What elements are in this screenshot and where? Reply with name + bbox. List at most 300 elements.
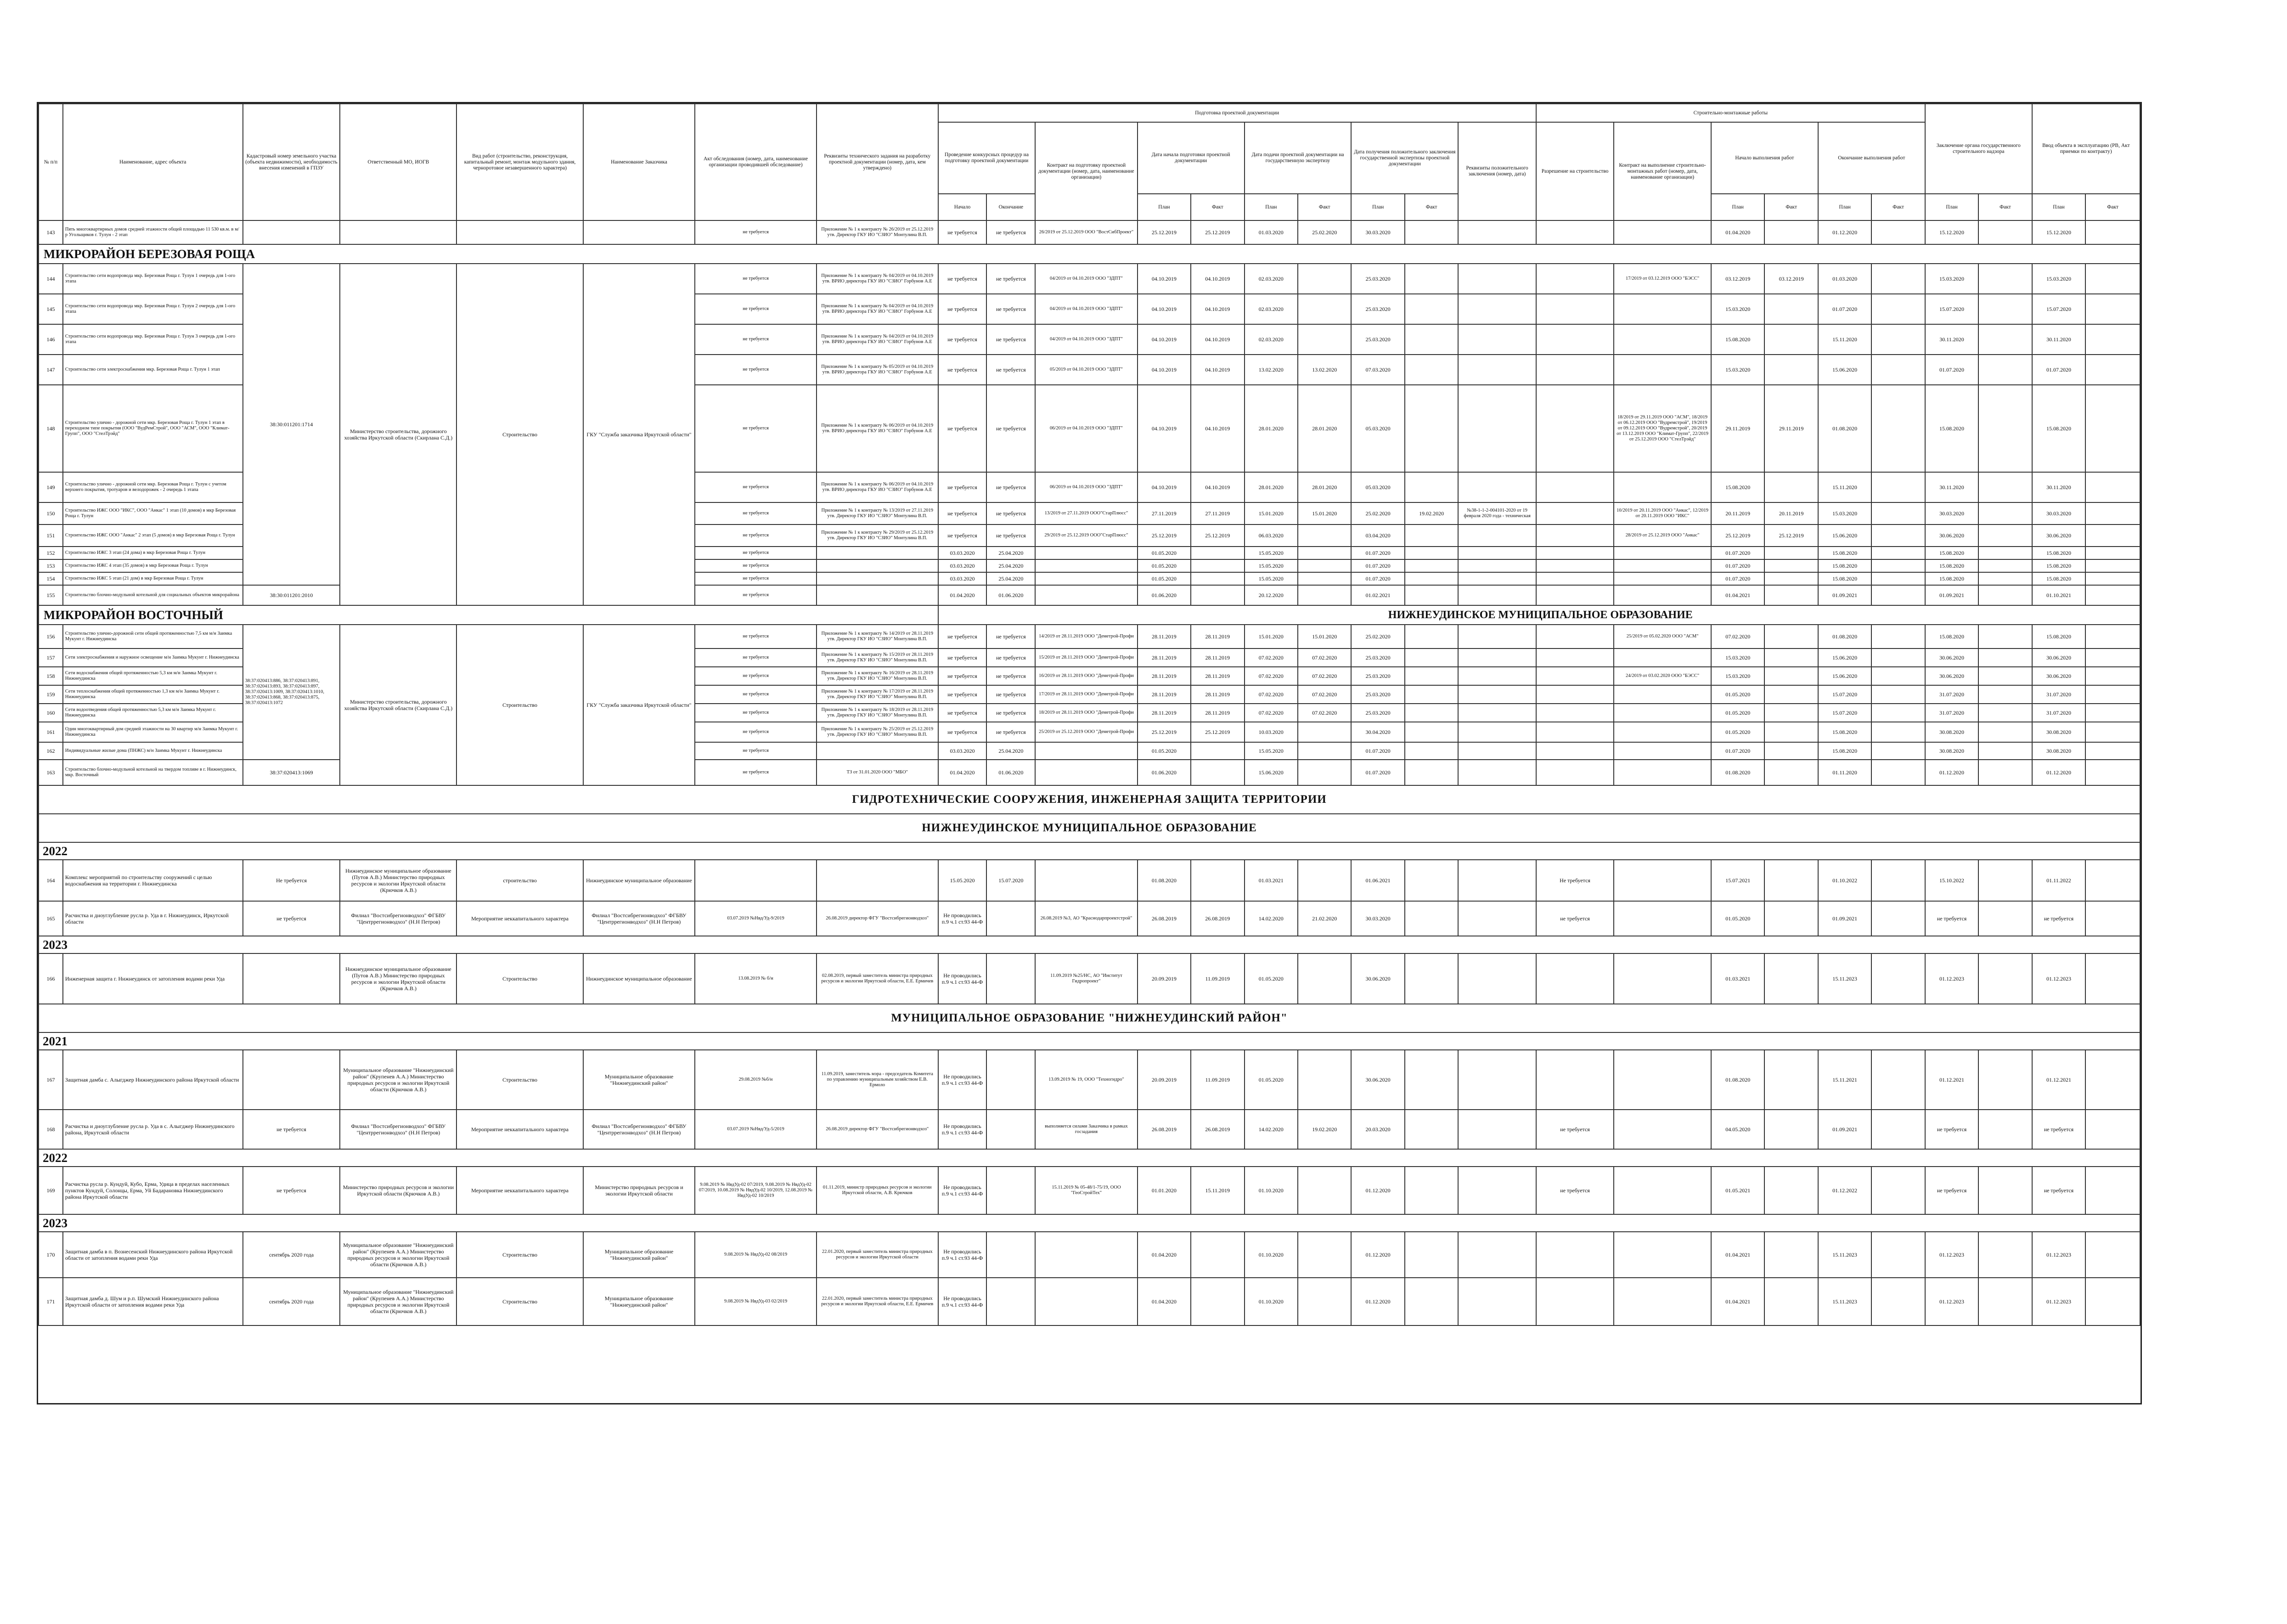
cell-contract: 04/2019 от 04.10.2019 ООО "ЗДПТ": [1035, 294, 1137, 324]
cell-t1: Не проводились п.9 ч.1 ст.93 44-Ф: [938, 1050, 987, 1110]
object-name: Строительство блочно-модульной котельной на твердом топливе в г. Нижнеудинск, мкр. Восточный: [63, 760, 243, 785]
cell-cm-f: [2085, 667, 2140, 685]
cell-bs-f: [1764, 901, 1818, 936]
cell-cm-p: 15.08.2020: [2032, 572, 2085, 585]
cell-cb: [1614, 1167, 1711, 1214]
cell-t2: 01.06.2020: [986, 760, 1035, 785]
table-cell: [583, 220, 695, 244]
cell-t1: не требуется: [938, 324, 987, 355]
cell-req: [1458, 355, 1536, 385]
cell-sv-f: [1978, 355, 2032, 385]
cell-es-p: 02.03.2020: [1245, 264, 1298, 294]
cell-task: 26.08.2019 директор ФГУ "Востсибрегионводхоз": [817, 901, 938, 936]
cell-ds-p: 28.11.2019: [1138, 685, 1191, 704]
cell-t2: не требуется: [986, 355, 1035, 385]
cell-er-p: 01.02.2021: [1351, 585, 1404, 605]
cell-be-p: 15.08.2020: [1818, 572, 1871, 585]
cell-sv-p: 30.11.2020: [1925, 324, 1978, 355]
customer-org: ГКУ "Служба заказчика Иркутской области": [583, 264, 695, 605]
cell-sv-f: [1978, 1167, 2032, 1214]
cell-contract: [1035, 760, 1137, 785]
cell-bs-p: 01.05.2021: [1711, 1167, 1764, 1214]
cell-ds-p: 01.05.2020: [1138, 572, 1191, 585]
cell-contract: 17/2019 от 28.11.2019 ООО "Деметрой-Профи: [1035, 685, 1137, 704]
cell-survey: не требуется: [695, 559, 817, 572]
cell-sv-p: 15.08.2020: [1925, 625, 1978, 648]
cell-t1: не требуется: [938, 685, 987, 704]
cell-er-p: 25.03.2020: [1351, 667, 1404, 685]
cell-be-f: [1871, 685, 1925, 704]
cell-bs-f: [1764, 559, 1818, 572]
cell-cb: 10/2019 от 20.11.2019 ООО "Анкас", 12/2019 от 20.11.2019 ООО "ИКС": [1614, 502, 1711, 524]
cell-bs-f: [1764, 547, 1818, 559]
row-number: 150: [39, 502, 63, 524]
cell-sv-p: 01.09.2021: [1925, 585, 1978, 605]
row-number: 161: [39, 722, 63, 742]
cell-sv-p: 01.07.2020: [1925, 355, 1978, 385]
cell-contract: [1035, 742, 1137, 760]
cell-survey: не требуется: [695, 220, 817, 244]
table-row: [39, 860, 2140, 901]
cell-bs-f: [1764, 760, 1818, 785]
cell-bs-p: 15.03.2020: [1711, 667, 1764, 685]
cadastre-number: [243, 953, 340, 1004]
cell-es-p: 07.02.2020: [1245, 704, 1298, 722]
cell-contract: [1035, 572, 1137, 585]
cell-t2: 15.07.2020: [986, 860, 1035, 901]
cell-survey: 03.07.2019 №Нвд/Уд-9/2019: [695, 901, 817, 936]
cell-bs-f: [1764, 324, 1818, 355]
cell-t1: Не проводились п.9 ч.1 ст.93 44-Ф: [938, 1278, 987, 1325]
cell-cb: 18/2019 от 29.11.2019 ООО "АСМ", 18/2019 от 06.12.2019 ООО "Вудремстрой", 19/2019 от 09.12.2019 ООО "Вудремстрой", 20/2019 от 13.12.2019 ООО "Климат-Групп", 22/2019 от 25.12.2019 ООО "СтелТрэйд": [1614, 385, 1711, 472]
cell-sv-f: [1978, 860, 2032, 901]
document-sheet: [37, 102, 2142, 1404]
cell-cm-p: 01.07.2020: [2032, 355, 2085, 385]
cell-cb: [1614, 1050, 1711, 1110]
cell-bs-p: 01.04.2020: [1711, 220, 1764, 244]
cell-es-f: [1298, 1167, 1351, 1214]
cell-be-p: 15.07.2020: [1818, 704, 1871, 722]
cell-cm-f: [2085, 1167, 2140, 1214]
cell-es-f: 28.01.2020: [1298, 385, 1351, 472]
cell-bs-p: 20.11.2019: [1711, 502, 1764, 524]
col-design-start: Дата начала подготовки проектной документации: [1138, 122, 1245, 194]
cell-es-f: 28.01.2020: [1298, 472, 1351, 502]
cell-contract: 15.11.2019 № 05-48/1-75/19, ООО "ГеоСтройТех": [1035, 1167, 1137, 1214]
cell-ds-p: 01.06.2020: [1138, 585, 1191, 605]
cell-sv-f: [1978, 502, 2032, 524]
year-heading-label: 2021: [39, 1032, 2140, 1050]
cell-er-f: [1405, 648, 1458, 667]
cell-bs-f: [1764, 685, 1818, 704]
cell-cm-f: [2085, 722, 2140, 742]
cell-cm-f: [2085, 547, 2140, 559]
cell-cb: [1614, 1278, 1711, 1325]
col-name: Наименование, адрес объекта: [63, 104, 243, 220]
cell-be-p: 01.03.2020: [1818, 264, 1871, 294]
cell-req: [1458, 860, 1536, 901]
cell-ds-f: [1191, 559, 1244, 572]
cell-es-p: 14.02.2020: [1245, 901, 1298, 936]
cell-req: [1458, 760, 1536, 785]
cell-survey: не требуется: [695, 722, 817, 742]
cell-es-p: 15.06.2020: [1245, 760, 1298, 785]
col-responsible: Ответственный МО, ИОГВ: [340, 104, 456, 220]
cell-ds-p: 04.10.2019: [1138, 355, 1191, 385]
table-row: [39, 1167, 2140, 1214]
cell-t2: 25.04.2020: [986, 559, 1035, 572]
cell-ds-p: 28.11.2019: [1138, 648, 1191, 667]
cell-ds-f: 25.12.2019: [1191, 220, 1244, 244]
cell-es-f: [1298, 559, 1351, 572]
object-name: Расчистка и дноуглубление русла р. Уда в г. Нижнеудинск, Иркутской области: [63, 901, 243, 936]
table-row: [39, 1110, 2140, 1149]
municipality-heading-label: НИЖНЕУДИНСКОЕ МУНИЦИПАЛЬНОЕ ОБРАЗОВАНИЕ: [39, 814, 2140, 842]
col-contract-build: Контракт на выполнение строительно-монтажных работ (номер, дата, наименование организации): [1614, 122, 1711, 220]
cell-req: [1458, 524, 1536, 547]
cell-t1: не требуется: [938, 294, 987, 324]
cell-t1: не требуется: [938, 264, 987, 294]
cell-sv-f: [1978, 385, 2032, 472]
cell-es-p: 01.10.2020: [1245, 1232, 1298, 1278]
cell-t2: не требуется: [986, 722, 1035, 742]
cell-cb: [1614, 324, 1711, 355]
cell-bs-f: [1764, 704, 1818, 722]
work-type: Мероприятие неккапитального характера: [456, 1167, 583, 1214]
cell-bs-p: 01.04.2021: [1711, 1278, 1764, 1325]
row-number: 158: [39, 667, 63, 685]
cell-sv-f: [1978, 704, 2032, 722]
cell-cm-f: [2085, 524, 2140, 547]
cell-ds-f: [1191, 547, 1244, 559]
row-number: 155: [39, 585, 63, 605]
cell-contract: 05/2019 от 04.10.2019 ООО "ЗДПТ": [1035, 355, 1137, 385]
cell-be-f: [1871, 1278, 1925, 1325]
cell-es-f: [1298, 760, 1351, 785]
cell-task: 02.08.2019, первый заместитель министра природных ресурсов и экологии Иркутской области, Е.Е. Ермичев: [817, 953, 938, 1004]
sub-fact: Факт: [1405, 194, 1458, 220]
cell-es-p: 07.02.2020: [1245, 667, 1298, 685]
cell-ds-p: 28.11.2019: [1138, 625, 1191, 648]
cell-er-p: 01.07.2020: [1351, 559, 1404, 572]
cell-sv-p: не требуется: [1925, 901, 1978, 936]
cell-contract: [1035, 559, 1137, 572]
cell-bs-f: [1764, 1050, 1818, 1110]
cell-ds-p: 01.06.2020: [1138, 760, 1191, 785]
cell-be-f: [1871, 294, 1925, 324]
cell-er-f: [1405, 953, 1458, 1004]
customer-org: Филиал "Востсибрегионводхоз" ФГБВУ "Центррегионводхоз" (Н.Н Петров): [583, 901, 695, 936]
cell-bs-f: 20.11.2019: [1764, 502, 1818, 524]
object-name: Строительство улично-дорожной сети общей протяженностью 7,5 км м/н Заимка Мукунт г. Нижнеудинска: [63, 625, 243, 648]
cell-es-f: [1298, 547, 1351, 559]
cell-ds-p: 25.12.2019: [1138, 524, 1191, 547]
cell-es-f: [1298, 264, 1351, 294]
cadastre-number: не требуется: [243, 1167, 340, 1214]
cell-be-p: 15.08.2020: [1818, 722, 1871, 742]
cell-ds-f: 28.11.2019: [1191, 667, 1244, 685]
cell-t1: не требуется: [938, 355, 987, 385]
cell-ds-p: 04.10.2019: [1138, 472, 1191, 502]
cell-bs-f: [1764, 722, 1818, 742]
cell-er-p: 01.12.2020: [1351, 1232, 1404, 1278]
cell-bs-p: 01.05.2020: [1711, 722, 1764, 742]
cell-survey: не требуется: [695, 742, 817, 760]
cell-contract: [1035, 1232, 1137, 1278]
sub-plan: План: [1925, 194, 1978, 220]
cell-req: [1458, 901, 1536, 936]
work-type: Строительство: [456, 1050, 583, 1110]
cell-survey: не требуется: [695, 760, 817, 785]
cell-t2: [986, 1232, 1035, 1278]
cell-es-f: [1298, 860, 1351, 901]
cell-bs-f: [1764, 953, 1818, 1004]
customer-org: Муниципальное образование "Нижнеудинский район": [583, 1278, 695, 1325]
cell-be-f: [1871, 742, 1925, 760]
cell-ds-p: 20.09.2019: [1138, 1050, 1191, 1110]
col-contract-design: Контракт на подготовку проектной документации (номер, дата, наименование организации): [1035, 122, 1137, 220]
sub-fact: Факт: [1191, 194, 1244, 220]
cell-t2: [986, 953, 1035, 1004]
cell-survey: не требуется: [695, 385, 817, 472]
cell-ds-f: 25.12.2019: [1191, 524, 1244, 547]
cell-bs-p: 01.03.2021: [1711, 953, 1764, 1004]
cell-es-p: 15.05.2020: [1245, 572, 1298, 585]
cell-permit: [1536, 585, 1614, 605]
cell-be-f: [1871, 572, 1925, 585]
cell-er-p: 30.03.2020: [1351, 220, 1404, 244]
cell-er-p: 25.02.2020: [1351, 502, 1404, 524]
cell-survey: не требуется: [695, 685, 817, 704]
cell-cm-p: 30.06.2020: [2032, 524, 2085, 547]
cell-t2: [986, 1167, 1035, 1214]
cell-er-p: 25.03.2020: [1351, 685, 1404, 704]
cell-cm-f: [2085, 1050, 2140, 1110]
cell-sv-f: [1978, 685, 2032, 704]
cadastre-number: не требуется: [243, 901, 340, 936]
cell-t2: не требуется: [986, 704, 1035, 722]
cell-cm-p: 30.11.2020: [2032, 472, 2085, 502]
cell-er-p: 07.03.2020: [1351, 355, 1404, 385]
cell-bs-f: [1764, 220, 1818, 244]
year-heading-label: 2023: [39, 1214, 2140, 1232]
cadastre-number: сентябрь 2020 года: [243, 1232, 340, 1278]
cell-sv-f: [1978, 264, 2032, 294]
cell-cm-p: 30.06.2020: [2032, 667, 2085, 685]
cell-be-f: [1871, 524, 1925, 547]
cell-sv-p: 15.10.2022: [1925, 860, 1978, 901]
cell-sv-p: 15.12.2020: [1925, 220, 1978, 244]
cell-cb: [1614, 220, 1711, 244]
cell-es-f: [1298, 585, 1351, 605]
cell-er-p: 01.07.2020: [1351, 760, 1404, 785]
cell-bs-f: [1764, 1232, 1818, 1278]
cell-permit: не требуется: [1536, 1110, 1614, 1149]
cell-cb: [1614, 294, 1711, 324]
cell-er-f: [1405, 559, 1458, 572]
cell-contract: 04/2019 от 04.10.2019 ООО "ЗДПТ": [1035, 324, 1137, 355]
cell-bs-p: 15.03.2020: [1711, 648, 1764, 667]
cell-be-p: 01.09.2021: [1818, 585, 1871, 605]
cell-es-p: 01.05.2020: [1245, 953, 1298, 1004]
responsible-org: Нижнеудинское муниципальное образование (Путов А.В.) Министерство природных ресурсов и экологии Иркутской области (Крючков А.В.): [340, 860, 456, 901]
cell-be-p: 15.11.2023: [1818, 1278, 1871, 1325]
cell-req: [1458, 704, 1536, 722]
cell-permit: [1536, 1232, 1614, 1278]
row-number: 154: [39, 572, 63, 585]
cell-req: [1458, 585, 1536, 605]
cell-cb: [1614, 1110, 1711, 1149]
object-name: Сети водоснабжения общей протяженностью 5,3 км м/н Заимка Мукунт г. Нижнеудинска: [63, 667, 243, 685]
cell-sv-p: 15.08.2020: [1925, 559, 1978, 572]
cell-t2: 01.06.2020: [986, 585, 1035, 605]
cell-survey: не требуется: [695, 547, 817, 559]
cell-bs-p: 01.04.2021: [1711, 585, 1764, 605]
sub-end: Окончание: [986, 194, 1035, 220]
cell-cm-f: [2085, 860, 2140, 901]
work-type: Строительство: [456, 1232, 583, 1278]
row-number: 152: [39, 547, 63, 559]
cell-permit: [1536, 572, 1614, 585]
cell-permit: [1536, 704, 1614, 722]
year-heading: [39, 1032, 2140, 1050]
cadastre-number: сентябрь 2020 года: [243, 1278, 340, 1325]
cell-be-f: [1871, 547, 1925, 559]
cell-req: [1458, 685, 1536, 704]
cell-er-f: [1405, 572, 1458, 585]
cell-sv-f: [1978, 220, 2032, 244]
col-survey-act: Акт обследования (номер, дата, наименование организации проводившей обследование): [695, 104, 817, 220]
cell-req: [1458, 324, 1536, 355]
cell-permit: [1536, 760, 1614, 785]
cell-ds-f: [1191, 742, 1244, 760]
cell-er-f: [1405, 355, 1458, 385]
cell-survey: не требуется: [695, 524, 817, 547]
object-name: Строительство блочно-модульной котельной для социальных объектов микрорайона: [63, 585, 243, 605]
cell-er-p: 01.07.2020: [1351, 547, 1404, 559]
cell-contract: 26/2019 от 25.12.2019 ООО "ВостСибПроект": [1035, 220, 1137, 244]
col-num: № п/п: [39, 104, 63, 220]
cell-es-p: 07.02.2020: [1245, 685, 1298, 704]
cell-be-f: [1871, 1050, 1925, 1110]
cell-t2: 25.04.2020: [986, 547, 1035, 559]
year-heading: [39, 936, 2140, 953]
cell-contract: 18/2019 от 28.11.2019 ООО "Деметрой-Профи: [1035, 704, 1137, 722]
cell-be-p: 01.09.2021: [1818, 901, 1871, 936]
cell-be-p: 01.11.2020: [1818, 760, 1871, 785]
cell-es-p: 10.03.2020: [1245, 722, 1298, 742]
cell-sv-p: 31.07.2020: [1925, 704, 1978, 722]
object-name: Строительство сети водопровода мкр. Березовая Роща г. Тулун 1 очередь для 1-ого этапа: [63, 264, 243, 294]
col-tender: Проведение конкурсных процедур на подготовку проектной документации: [938, 122, 1036, 194]
cell-ds-p: 01.01.2020: [1138, 1167, 1191, 1214]
cell-sv-f: [1978, 1278, 2032, 1325]
cell-cm-f: [2085, 502, 2140, 524]
cell-task: ТЗ от 31.01.2020 ООО "МБО": [817, 760, 938, 785]
object-name: Защитная дамба д. Шум и р.п. Шумский Нижнеудинского района Иркутской области от затопления водами реки Уда: [63, 1278, 243, 1325]
cell-cb: 17/2019 от 03.12.2019 ООО "БЭСС": [1614, 264, 1711, 294]
cell-t1: Не проводились п.9 ч.1 ст.93 44-Ф: [938, 1110, 987, 1149]
table-body: [39, 220, 2140, 1325]
col-customer: Наименование Заказчика: [583, 104, 695, 220]
cell-cm-p: 15.12.2020: [2032, 220, 2085, 244]
cell-ds-f: 28.11.2019: [1191, 704, 1244, 722]
cell-contract: [1035, 860, 1137, 901]
cell-es-p: 14.02.2020: [1245, 1110, 1298, 1149]
cell-be-f: [1871, 559, 1925, 572]
cell-es-f: [1298, 1232, 1351, 1278]
cell-task: Приложение № 1 к контракту № 13/2019 от 27.11.2019 утв. Директор ГКУ ИО "СЗИО" Монтулина В.П.: [817, 502, 938, 524]
row-number: 166: [39, 953, 63, 1004]
cell-req: [1458, 1167, 1536, 1214]
cell-sv-p: 01.12.2023: [1925, 1232, 1978, 1278]
cell-t2: не требуется: [986, 667, 1035, 685]
cell-es-f: 07.02.2020: [1298, 704, 1351, 722]
cell-permit: [1536, 264, 1614, 294]
cell-be-p: 15.08.2020: [1818, 547, 1871, 559]
cell-sv-f: [1978, 585, 2032, 605]
cell-cm-p: 30.03.2020: [2032, 502, 2085, 524]
table-row: [39, 953, 2140, 1004]
cell-t2: не требуется: [986, 625, 1035, 648]
cell-ds-p: 01.05.2020: [1138, 547, 1191, 559]
cell-t2: не требуется: [986, 264, 1035, 294]
cell-be-f: [1871, 648, 1925, 667]
cell-be-p: 01.10.2022: [1818, 860, 1871, 901]
row-number: 168: [39, 1110, 63, 1149]
cell-task: Приложение № 1 к контракту № 04/2019 от 04.10.2019 утв. ВРИО директора ГКУ ИО "СЗИО" Горбунов А.Е: [817, 324, 938, 355]
cell-er-f: [1405, 264, 1458, 294]
cell-sv-f: [1978, 324, 2032, 355]
row-number: 146: [39, 324, 63, 355]
table-cell: [243, 220, 340, 244]
cell-ds-f: 11.09.2019: [1191, 1050, 1244, 1110]
cell-es-p: 02.03.2020: [1245, 324, 1298, 355]
table-row: [39, 264, 2140, 294]
object-name: Сети водоотведения общей протяженностью 5,3 км м/н Заимка Мукунт г. Нижнеудинска: [63, 704, 243, 722]
table-row: [39, 220, 2140, 244]
cell-cm-p: 30.08.2020: [2032, 742, 2085, 760]
cell-permit: [1536, 648, 1614, 667]
cell-survey: не требуется: [695, 355, 817, 385]
cell-er-p: 25.03.2020: [1351, 704, 1404, 722]
cell-cb: [1614, 355, 1711, 385]
col-supervision: Заключение органа государственного строительного надзора: [1925, 104, 2032, 194]
cell-cb: [1614, 572, 1711, 585]
cell-be-f: [1871, 264, 1925, 294]
cell-be-f: [1871, 953, 1925, 1004]
cell-bs-p: 01.08.2020: [1711, 1050, 1764, 1110]
row-number: 164: [39, 860, 63, 901]
cell-cb: [1614, 1232, 1711, 1278]
customer-org: ГКУ "Служба заказчика Иркутской области": [583, 625, 695, 785]
cell-ds-f: 04.10.2019: [1191, 385, 1244, 472]
cell-bs-f: 29.11.2019: [1764, 385, 1818, 472]
cell-contract: 26.08.2019 №3, АО "Краснодарпроектстрой": [1035, 901, 1137, 936]
cadastre-number: 38:30:011201:2010: [243, 585, 340, 605]
cell-er-f: [1405, 625, 1458, 648]
col-expertise-req: Реквизиты положительного заключения (номер, дата): [1458, 122, 1536, 220]
cell-bs-f: [1764, 1278, 1818, 1325]
cell-t1: Не проводились п.9 ч.1 ст.93 44-Ф: [938, 953, 987, 1004]
cadastre-number: не требуется: [243, 1110, 340, 1149]
responsible-org: Филиал "Востсибрегионводхоз" ФГБВУ "Центррегионводхоз" (Н.Н Петров): [340, 901, 456, 936]
cell-bs-p: 01.05.2020: [1711, 704, 1764, 722]
cell-bs-f: [1764, 860, 1818, 901]
object-name: Строительство сети водопровода мкр. Березовая Роща г. Тулун 2 очередь для 1-ого этапа: [63, 294, 243, 324]
year-heading-label: 2022: [39, 842, 2140, 860]
cell-er-f: [1405, 742, 1458, 760]
